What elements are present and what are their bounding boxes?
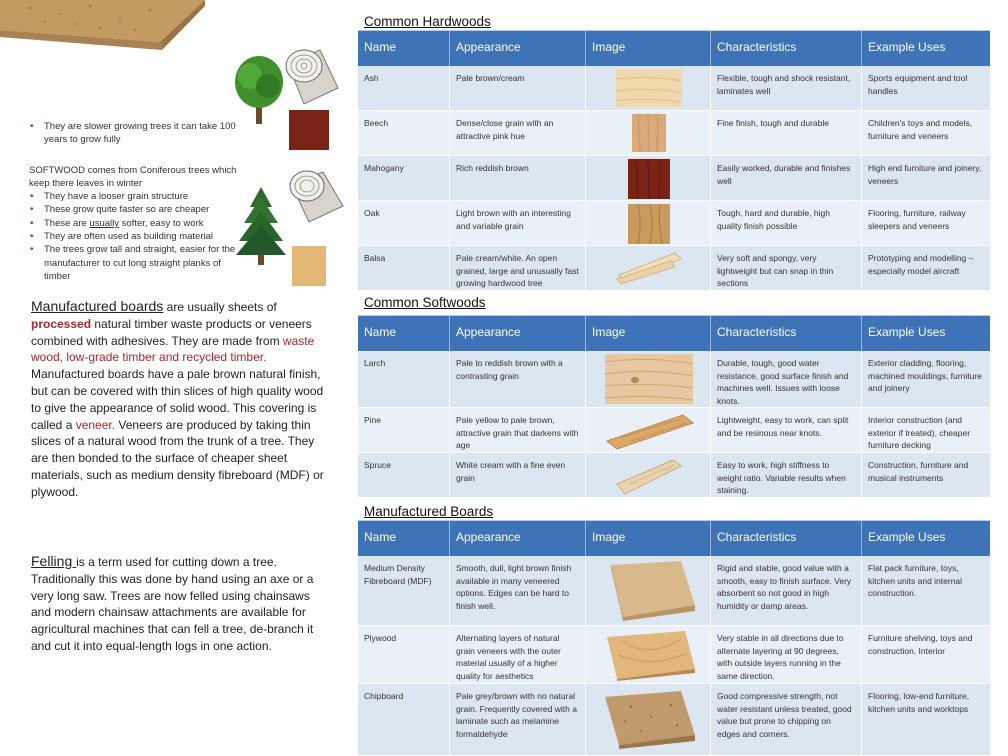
header-uses: Example Uses — [868, 40, 946, 54]
hardwood-log-rings-image — [280, 44, 340, 108]
hardwood-softwood-notes — [29, 120, 239, 283]
pine-sample-image — [292, 246, 326, 286]
row-image — [586, 556, 711, 625]
row-uses: Flat pack furniture, toys, kitchen units and internal construction. — [868, 563, 963, 599]
table-row — [358, 408, 990, 453]
row-image — [586, 111, 711, 155]
row-characteristics: Good compressive strength, not water resistant unless treated, good value but prone to chipping on edges and corners. — [711, 684, 862, 755]
mahogany-sample-image — [289, 110, 329, 150]
row-appearance: Light brown with an interesting and variable grain — [450, 201, 586, 245]
header-characteristics: Characteristics — [711, 316, 862, 351]
header-name: Name — [358, 521, 450, 556]
row-image — [586, 408, 711, 452]
row-image — [586, 201, 711, 245]
header-characteristics: Characteristics — [711, 521, 862, 556]
softwood-intro: SOFTWOOD comes from Coniferous trees which keep there leaves in winter — [29, 164, 237, 189]
manufactured-boards-table — [358, 520, 990, 756]
row-appearance: Alternating layers of natural grain veneers with the outer material usually of a higher quality for aesthetics — [450, 626, 586, 683]
table-row — [358, 66, 990, 111]
row-name: Pine — [358, 408, 450, 452]
row-appearance: Dense/close grain with an attractive pink hue — [450, 111, 586, 155]
row-image — [586, 626, 711, 683]
table-row — [358, 626, 990, 684]
chipboard-sheet-image — [0, 0, 205, 50]
row-characteristics: Tough, hard and durable, high quality finish possible — [711, 201, 862, 245]
row-characteristics: Durable, tough, good water resistance, good surface finish and machines well. Issues with loose knots. — [711, 351, 862, 407]
row-name: Oak — [358, 201, 450, 245]
table-row — [358, 201, 990, 246]
table-row — [358, 684, 990, 756]
table-row — [358, 351, 990, 408]
manufactured-boards-title: Manufactured Boards — [364, 504, 494, 519]
row-characteristics: Lightweight, easy to work, can split and be resinous near knots. — [711, 408, 862, 452]
row-image — [586, 156, 711, 200]
row-characteristics: Easily worked, durable and finishes well — [711, 156, 862, 200]
row-uses: Flooring, low-end furniture, kitchen units and worktops — [868, 691, 970, 714]
softwoods-table — [358, 315, 990, 498]
softwood-bullet: • They are often used as building material — [29, 230, 239, 243]
row-appearance: Smooth, dull, light brown finish available in many veneered options. Edges can be hard to finish well. — [450, 556, 586, 625]
row-characteristics: Flexible, tough and shock resistant, laminates well — [711, 66, 862, 110]
row-appearance: Rich reddish brown — [450, 156, 586, 200]
row-appearance: White cream with a fine even grain — [450, 453, 586, 497]
row-characteristics: Very soft and spongy, very lightweight but can snap in thin sections — [711, 246, 862, 290]
header-image: Image — [586, 316, 711, 351]
header-name: Name — [358, 31, 450, 66]
row-uses: Construction, furniture and musical instruments — [868, 460, 969, 483]
row-appearance: Pale grey/brown with no natural grain. Frequently covered with a laminate such as melamine formaldehyde — [450, 684, 586, 755]
row-image — [586, 453, 711, 497]
row-characteristics: Rigid and stable, good value with a smooth, easy to finish surface. Very absorbent so not good in high humidity or damp areas. — [711, 556, 862, 625]
row-image — [586, 351, 711, 407]
row-name: Larch — [358, 351, 450, 407]
row-uses: Prototyping and modelling – especially model aircraft — [868, 253, 974, 276]
hardwoods-table — [358, 30, 990, 291]
table-row — [358, 111, 990, 156]
row-appearance: Pale to reddish brown with a contrasting grain — [450, 351, 586, 407]
row-name: Ash — [358, 66, 450, 110]
header-appearance: Appearance — [450, 31, 586, 66]
row-characteristics: Fine finish, tough and durable — [711, 111, 862, 155]
row-name: Balsa — [358, 246, 450, 290]
header-appearance: Appearance — [450, 316, 586, 351]
row-image — [586, 246, 711, 290]
row-name: Medium Density Fibreboard (MDF) — [358, 556, 450, 625]
softwood-bullet: • The trees grow tall and straight, easier for the manufacturer to cut long straight planks of timber — [29, 243, 239, 283]
row-uses: Children's toys and models, furniture and veneers — [868, 118, 973, 141]
hardwood-bullet: • They are slower growing trees it can take 100 years to grow fully — [29, 120, 239, 147]
row-uses: Sports equipment and tool handles — [868, 73, 968, 96]
row-name: Mahogany — [358, 156, 450, 200]
header-appearance: Appearance — [450, 521, 586, 556]
row-uses: Flooring, furniture, railway sleepers and veneers — [868, 208, 966, 231]
conifer-tree-image — [236, 185, 286, 265]
header-uses: Example Uses — [868, 530, 946, 544]
hardwoods-title: Common Hardwoods — [364, 14, 491, 29]
row-name: Spruce — [358, 453, 450, 497]
table-row — [358, 156, 990, 201]
row-appearance: Pale yellow to pale brown, attractive grain that darkens with age — [450, 408, 586, 452]
row-uses: Exterior cladding, flooring, machined mouldings, furniture and joinery — [868, 358, 982, 394]
softwoods-title: Common Softwoods — [364, 295, 486, 310]
row-image — [586, 684, 711, 755]
row-characteristics: Easy to work, high stiffness to weight ratio. Variable results when staining. — [711, 453, 862, 497]
header-image: Image — [586, 521, 711, 556]
row-appearance: Pale cream/white. An open grained, large and unusually fast growing hardwood tree — [450, 246, 586, 290]
row-image — [586, 66, 711, 110]
row-characteristics: Very stable in all directions due to alternate layering at 90 degrees, with outside layers running in the same direction. — [711, 626, 862, 683]
header-uses: Example Uses — [868, 325, 946, 339]
softwood-bullet: • They have a looser grain structure — [29, 190, 239, 203]
table-header — [358, 30, 990, 66]
table-row — [358, 246, 990, 291]
softwood-bullet: • These grow quite faster so are cheaper — [29, 203, 239, 216]
felling-paragraph: Felling is a term used for cutting down a tree. Traditionally this was done by hand using an axe or a very long saw. Trees are now felled using chainsaws and modern chainsaw attachments are available for agricultural machines that can fell a tree, de-branch it and cut it into equal-length logs in one action. — [31, 553, 314, 653]
row-name: Plywood — [358, 626, 450, 683]
table-header — [358, 315, 990, 351]
manufactured-boards-paragraph: Manufactured boards are usually sheets of processed natural timber waste products or veneers combined with adhesives. They are made from waste wood, low-grade timber and recycled timber. Manufactured boards have a pale brown natural finish, but can be covered with thin slices of high quality wood to give the appearance of solid wood. This covering is called a veneer. Veneers are produced by taking thin slices of a natural wood from the trunk of a tree. They are then bonded to the surface of cheaper sheet materials, such as medium density fibreboard (MDF) or plywood. — [31, 298, 324, 499]
table-row — [358, 556, 990, 626]
row-name: Chipboard — [358, 684, 450, 755]
table-row — [358, 453, 990, 498]
softwood-log-rings-image — [285, 166, 345, 226]
table-header — [358, 520, 990, 556]
header-characteristics: Characteristics — [711, 31, 862, 66]
softwood-bullet: • These are usually softer, easy to work — [29, 217, 239, 230]
row-uses: High end furniture and joinery, veneers — [868, 163, 982, 186]
row-uses: Furniture shelving, toys and construction. Interior — [868, 633, 973, 656]
header-name: Name — [358, 316, 450, 351]
row-uses: Interior construction (and exterior if treated), cheaper furniture decking — [868, 415, 971, 451]
header-image: Image — [586, 31, 711, 66]
row-name: Beech — [358, 111, 450, 155]
row-appearance: Pale brown/cream — [450, 66, 586, 110]
